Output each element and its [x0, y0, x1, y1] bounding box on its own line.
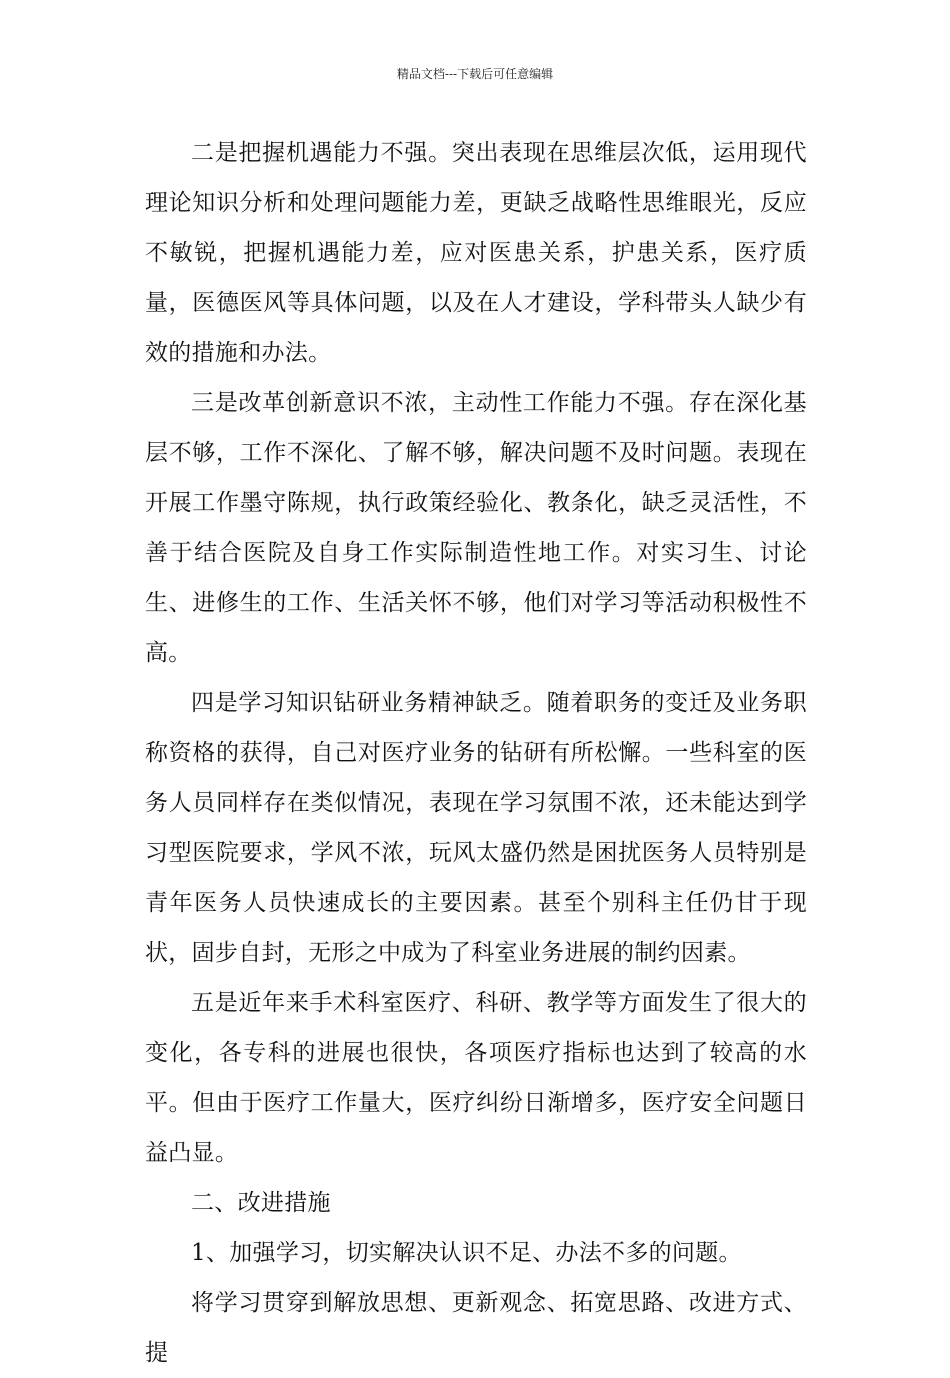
document-body: [145, 128, 807, 1378]
paragraph-opportunity: 二是把握机遇能力不强。突出表现在思维层次低，运用现代理论知识分析和处理问题能力差，更缺乏战略性思维眼光，反应不敏锐，把握机遇能力差，应对医患关系，护患关系，医疗质量，医德医风等具体问题，以及在人才建设，学科带头人缺少有效的措施和办法。: [145, 140, 807, 366]
paragraph-learning-throughout: 将学习贯穿到解放思想、更新观念、拓宽思路、改进方式、提: [145, 1290, 807, 1366]
paragraph-innovation: 三是改革创新意识不浓，主动性工作能力不强。存在深化基层不够，工作不深化、了解不够，解决问题不及时问题。表现在开展工作墨守陈规，执行政策经验化、教条化，缺乏灵活性，不善于结合医院及自身工作实际制造性地工作。对实习生、讨论生、进修生的工作、生活关怀不够，他们对学习等活动积极性不高。: [145, 390, 807, 666]
subheading-strengthen-learning: 1、加强学习，切实解决认识不足、办法不多的问题。: [191, 1240, 742, 1266]
paragraph-learning: 四是学习知识钻研业务精神缺乏。随着职务的变迁及业务职称资格的获得，自己对医疗业务的钻研有所松懈。一些科室的医务人员同样存在类似情况，表现在学习氛围不浓，还未能达到学习型医院要求，学风不浓，玩风太盛仍然是困扰医务人员特别是青年医务人员快速成长的主要因素。甚至个别科主任仍甘于现状，固步自封，无形之中成为了科室业务进展的制约因素。: [145, 690, 807, 966]
section-heading-improvement-measures: 二、改进措施: [191, 1190, 331, 1216]
paragraph-surgical-departments: 五是近年来手术科室医疗、科研、教学等方面发生了很大的变化，各专科的进展也很快，各项医疗指标也达到了较高的水平。但由于医疗工作量大，医疗纠纷日渐增多，医疗安全问题日益凸显。: [145, 990, 807, 1166]
page-header: 精品文档---下载后可任意编辑: [396, 67, 554, 81]
